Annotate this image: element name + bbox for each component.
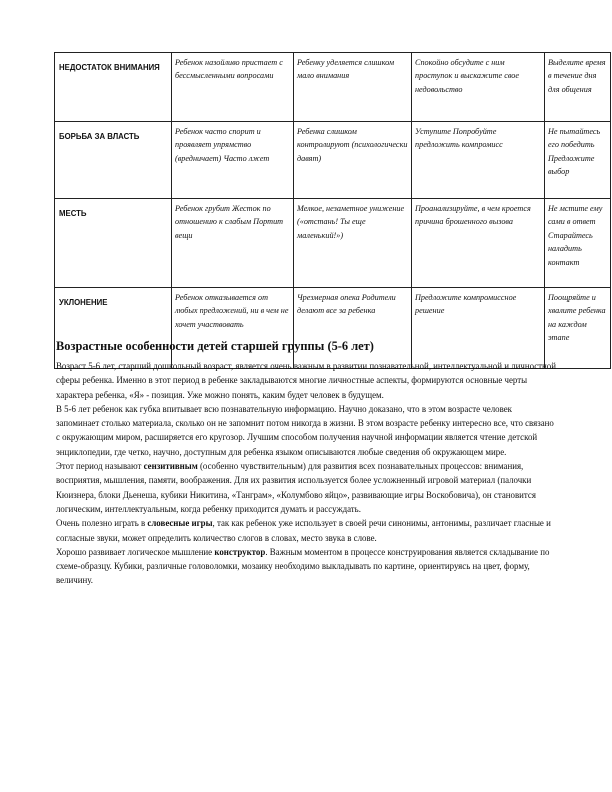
table-cell: МЕСТЬ (55, 199, 172, 288)
table-row (55, 122, 611, 199)
paragraph-text: (особенно чувствительным) для развития всех познавательных процессов: внимания, восприятия, мышления, памяти, воображения. Для их развития используется более усложненный игровой материал (палочки Кюизнера, блоки Дьенеша, кубики Никитина, «Танграм», «Колумбово яйцо», развивающие игры Воскобовича), он становится логическим, интеллектуальным, когда ребенку приходится думать и рассуждать. (56, 461, 536, 514)
table-cell: Мелкое, незаметное унижение («отстань! Ты еще маленький!») (294, 199, 412, 288)
paragraph (56, 459, 556, 516)
paragraph (56, 516, 556, 545)
table-cell: Уступите Попробуйте предложить компромисс (412, 122, 545, 199)
paragraph (56, 545, 556, 588)
article-title: Возрастные особенности детей старшей группы (5-6 лет) (56, 339, 374, 353)
table-cell: Ребенок назойливо пристает с бессмысленными вопросами (172, 53, 294, 122)
paragraph: В 5-6 лет ребенок как губка впитывает всю познавательную информацию. Научно доказано, что в этом возрасте человек запоминает столько материала, сколько он не запомнит потом никогда в жизни. В этом возрасте ребенку интересно все, что связано с окружающим миром, расширяется его кругозор. Лучшим способом получения научной информации является чтение детской энциклопедии, где четко, научно, доступным для ребенка языком описываются любые сведения об окружающем мире. (56, 403, 554, 457)
table-cell: Ребенка слишком контролируют (психологически давят) (294, 122, 412, 199)
paragraph-text: Хорошо развивает логическое мышление (56, 546, 215, 557)
table-cell: Ребенок отказывается от любых предложений, ни в чем не хочет участвовать (172, 288, 294, 369)
paragraph: Возраст 5-6 лет, старший дошкольный возраст, является очень важным в развитии познавательной, интеллектуальной и личностной сферы ребенка. Именно в этот период в ребенке закладываются многие личностные аспекты, формируются основные черты характера ребенка, «Я» - позиция. Уже можно понять, каким будет человек в будущем. (56, 361, 556, 400)
table-cell: НЕДОСТАТОК ВНИМАНИЯ (55, 53, 172, 122)
table-row (55, 53, 611, 122)
paragraph-text: Очень полезно играть в (56, 518, 148, 529)
bold-term: сензитивным (143, 461, 198, 472)
bold-term: конструктор (214, 546, 266, 557)
bold-term: словесные игры (147, 518, 213, 529)
table-cell: Ребенок грубит Жесток по отношению к слабым Портит вещи (172, 199, 294, 288)
table-cell: Не мстите ему сами в ответ Старайтесь наладить контакт (545, 199, 611, 288)
paragraph-text: . Важным моментом в процессе конструирования является складывание по схеме-образцу. Кубики, различные головоломки, мозаику необходимо выкладывать по картине, ориентируясь на цвет, форму, величину. (56, 546, 550, 586)
table-cell: Чрезмерная опека Родители делают все за ребенка (294, 288, 412, 369)
table-cell: Ребенку уделяется слишком мало внимания (294, 53, 412, 122)
paragraph-text: , так как ребенок уже использует в своей речи синонимы, антонимы, различает гласные и согласные звуки, может определить количество слогов в словах, место звука в слове. (56, 518, 551, 543)
table-cell: БОРЬБА ЗА ВЛАСТЬ (55, 122, 172, 199)
table-cell: Спокойно обсудите с ним проступок и выскажите свое недовольство (412, 53, 545, 122)
paragraph-text: Этот период называют (56, 461, 144, 472)
table-cell: Проанализируйте, в чем кроется причина брошенного вызова (412, 199, 545, 288)
table-row (55, 199, 611, 288)
article (56, 337, 556, 588)
behavior-table (54, 52, 611, 369)
table-cell: Выделите время в течение дня для общения (545, 53, 611, 122)
table-cell: Поощряйте и хвалите ребенка на каждом этапе (545, 288, 611, 369)
table-cell: Не пытайтесь его победить Предложите выбор (545, 122, 611, 199)
table-cell: Предложите компромиссное решение (412, 288, 545, 369)
table-cell: Ребенок часто спорит и проявляет упрямство (вредничает) Часто лжет (172, 122, 294, 199)
table-cell: УКЛОНЕНИЕ (55, 288, 172, 369)
